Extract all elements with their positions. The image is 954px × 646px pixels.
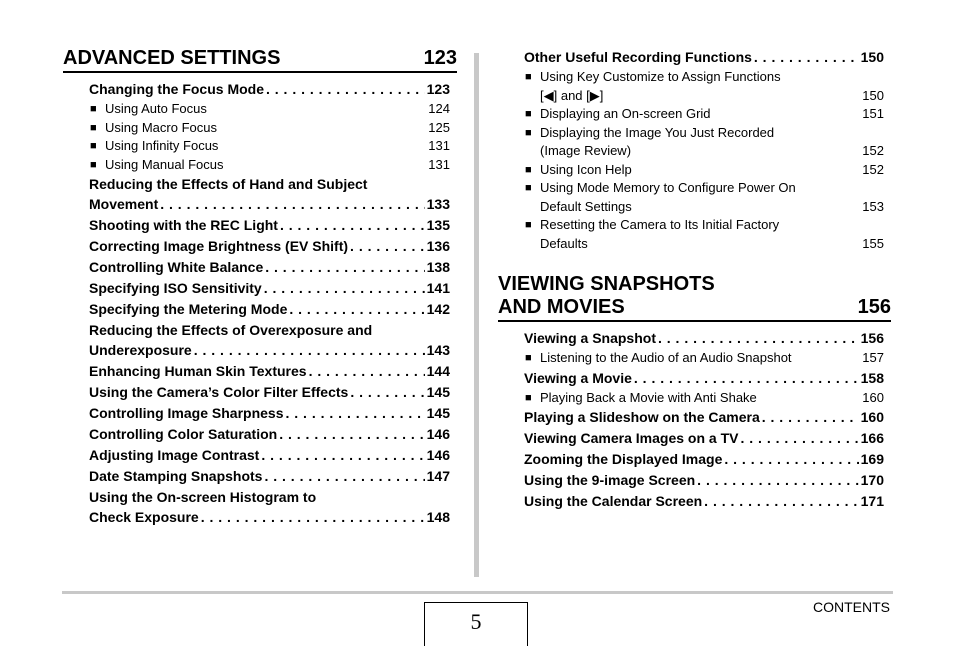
- toc-entry-slideshow[interactable]: Playing a Slideshow on the Camera . . . 160: [524, 407, 884, 428]
- bullet-icon: ■: [525, 163, 532, 176]
- toc-entry-white-balance[interactable]: Controlling White Balance . . . 138: [89, 257, 450, 278]
- bullet-icon: ■: [525, 352, 532, 364]
- toc-subentry-mode-memory[interactable]: Default Settings 153: [540, 198, 884, 214]
- toc-subentry-audio-snapshot[interactable]: ■ Listening to the Audio of an Audio Snapshot 157: [524, 349, 884, 368]
- toc-entries-left: [89, 79, 450, 528]
- toc-entry-ev-shift[interactable]: Correcting Image Brightness (EV Shift) . . . 136: [89, 236, 450, 257]
- toc-entry-contrast[interactable]: Adjusting Image Contrast . . . 146: [89, 445, 450, 466]
- toc-subentry-grid[interactable]: ■ Displaying an On-screen Grid 151: [524, 105, 884, 124]
- toc-entry-date-stamping[interactable]: Date Stamping Snapshots . . . 147: [89, 466, 450, 487]
- toc-subentry-anti-shake[interactable]: ■ Playing Back a Movie with Anti Shake 160: [524, 389, 884, 408]
- toc-entry-focus-mode[interactable]: Changing the Focus Mode . . . 123: [89, 79, 450, 100]
- toc-subentry-key-customize-line1[interactable]: ■ Using Key Customize to Assign Functions: [524, 68, 884, 87]
- toc-entry-hand-subject-line1[interactable]: Reducing the Effects of Hand and Subject: [89, 176, 368, 192]
- toc-entry-viewing-movie[interactable]: Viewing a Movie . . . 158: [524, 368, 884, 389]
- contents-link[interactable]: CONTENTS: [813, 599, 890, 615]
- toc-subentry-macro-focus[interactable]: ■ Using Macro Focus 125: [89, 119, 450, 138]
- bullet-icon: ■: [525, 126, 532, 139]
- toc-subentry-manual-focus[interactable]: ■ Using Manual Focus 131: [89, 156, 450, 175]
- toc-entry-zoom[interactable]: Zooming the Displayed Image . . . 169: [524, 449, 884, 470]
- toc-subentry-icon-help[interactable]: ■ Using Icon Help 152: [524, 161, 884, 180]
- toc-subentry-image-review[interactable]: (Image Review) 152: [540, 143, 884, 158]
- bullet-icon: ■: [525, 71, 532, 83]
- toc-entry-9-image[interactable]: Using the 9-image Screen . . . 170: [524, 470, 884, 491]
- toc-entry-other-recording[interactable]: Other Useful Recording Functions . . . 150: [524, 47, 884, 68]
- toc-entry-tv[interactable]: Viewing Camera Images on a TV . . . 166: [524, 428, 884, 449]
- section-title: ADVANCED SETTINGS: [63, 47, 281, 69]
- toc-entry-calendar[interactable]: Using the Calendar Screen . . . 171: [524, 491, 884, 512]
- section-heading-viewing[interactable]: [498, 273, 891, 322]
- toc-entry-overexposure[interactable]: Underexposure . . . 143: [89, 340, 450, 361]
- footer-rule: [62, 591, 893, 594]
- toc-entries-right-top: [524, 47, 884, 253]
- toc-subentry-auto-focus[interactable]: ■ Using Auto Focus 124: [89, 100, 450, 119]
- bullet-icon: ■: [525, 391, 532, 404]
- toc-entry-overexposure-line1[interactable]: Reducing the Effects of Overexposure and: [89, 322, 373, 338]
- toc-entry-metering-mode[interactable]: Specifying the Metering Mode . . . 142: [89, 299, 450, 320]
- toc-entry-hand-subject[interactable]: Movement . . . 133: [89, 194, 450, 215]
- section-page: 156: [857, 296, 891, 318]
- toc-subentry-infinity-focus[interactable]: ■ Using Infinity Focus 131: [89, 137, 450, 156]
- section-heading-advanced-settings[interactable]: [63, 47, 457, 73]
- bullet-icon: ■: [90, 140, 97, 152]
- bullet-icon: ■: [90, 121, 97, 134]
- section-title: VIEWING SNAPSHOTS AND MOVIES: [498, 273, 715, 318]
- toc-subentry-reset-line1[interactable]: ■ Resetting the Camera to Its Initial Factory: [524, 216, 884, 235]
- bullet-icon: ■: [90, 158, 97, 171]
- right-column: [498, 47, 891, 512]
- column-divider: [474, 53, 479, 577]
- page-number: 5: [424, 602, 528, 646]
- toc-entry-sharpness[interactable]: Controlling Image Sharpness . . . 145: [89, 403, 450, 424]
- toc-entry-skin-textures[interactable]: Enhancing Human Skin Textures . . . 144: [89, 361, 450, 382]
- toc-subentry-key-customize[interactable]: [◀] and [▶] 150: [540, 87, 884, 103]
- bullet-icon: ■: [90, 103, 97, 115]
- section-page: 123: [423, 47, 457, 69]
- left-column: [63, 47, 457, 528]
- bullet-icon: ■: [525, 182, 532, 194]
- toc-entries-right-bottom: [524, 328, 884, 512]
- toc-subentry-mode-memory-line1[interactable]: ■ Using Mode Memory to Configure Power On: [524, 179, 884, 198]
- toc-entry-rec-light[interactable]: Shooting with the REC Light . . . 135: [89, 215, 450, 236]
- toc-entry-saturation[interactable]: Controlling Color Saturation . . . 146: [89, 424, 450, 445]
- toc-entry-histogram-line1[interactable]: Using the On-screen Histogram to: [89, 489, 317, 505]
- toc-subentry-image-review-line1[interactable]: ■ Displaying the Image You Just Recorded: [524, 124, 884, 143]
- toc-subentry-reset[interactable]: Defaults 155: [540, 235, 884, 251]
- toc-entry-color-filter[interactable]: Using the Camera’s Color Filter Effects . . . 145: [89, 382, 450, 403]
- toc-entry-viewing-snapshot[interactable]: Viewing a Snapshot . . . 156: [524, 328, 884, 349]
- toc-entry-histogram[interactable]: Check Exposure . . . 148: [89, 507, 450, 528]
- bullet-icon: ■: [525, 108, 532, 120]
- toc-entry-iso[interactable]: Specifying ISO Sensitivity . . . 141: [89, 278, 450, 299]
- bullet-icon: ■: [525, 219, 532, 231]
